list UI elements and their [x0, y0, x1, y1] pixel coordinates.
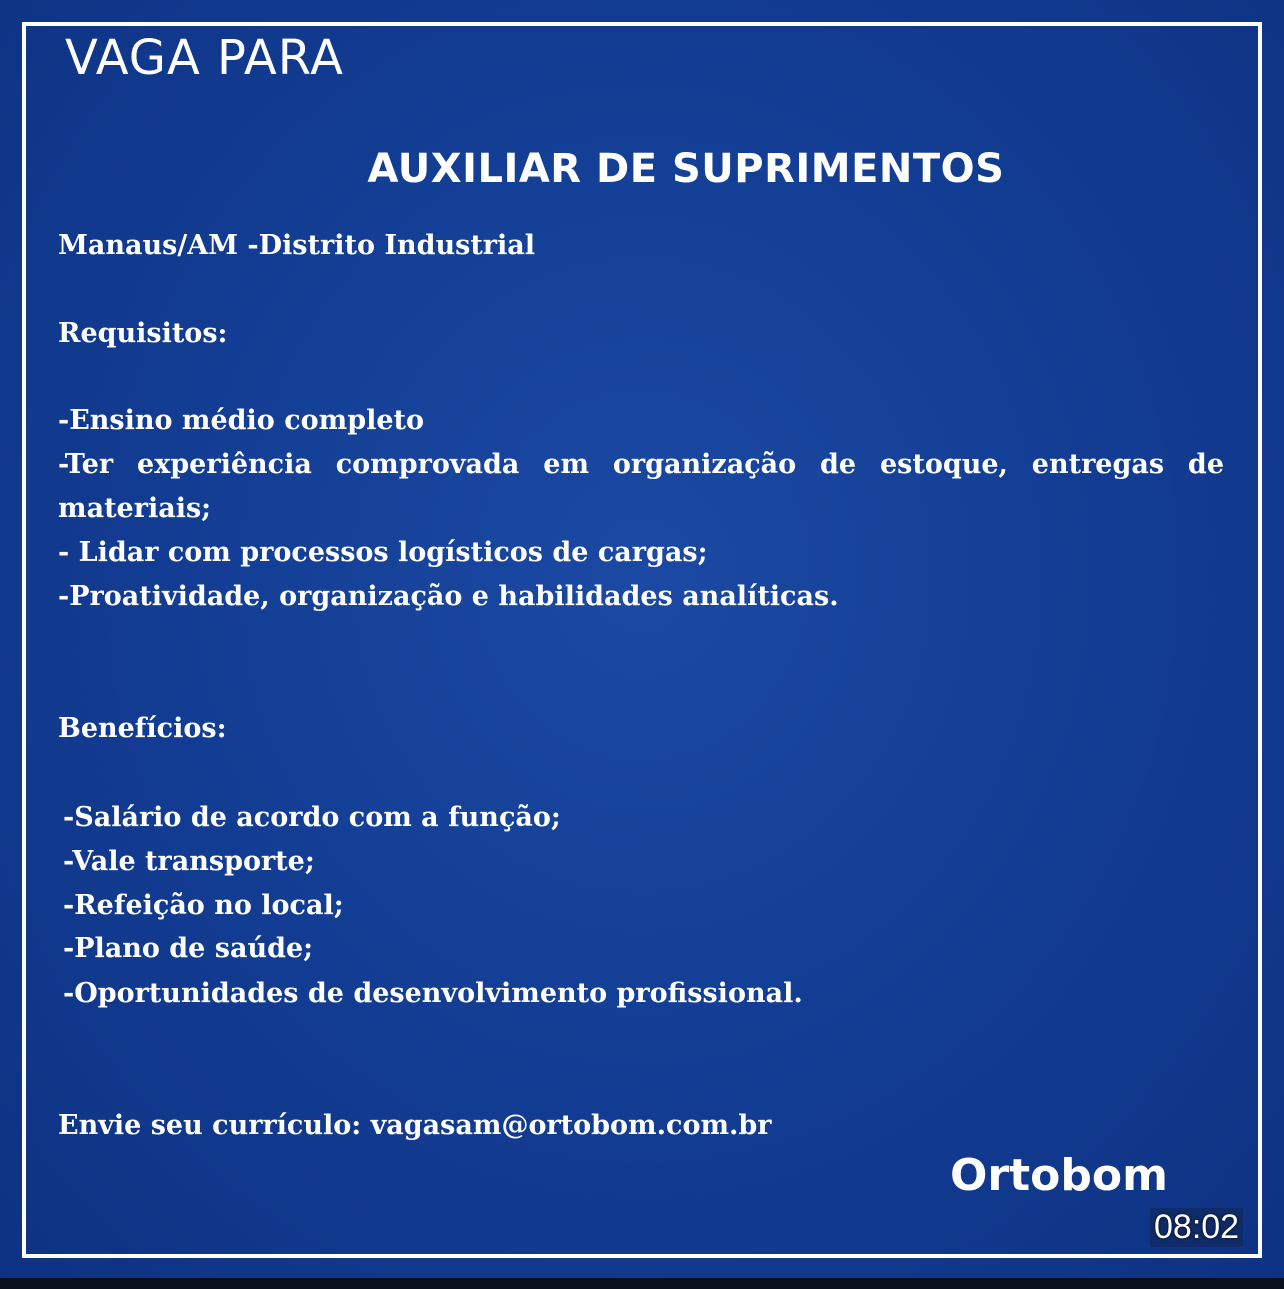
benefit-item: -Plano de saúde; — [63, 933, 314, 964]
requirement-item: -Proatividade, organização e habilidades analíticas. — [58, 581, 839, 612]
benefit-item: -Salário de acordo com a função; — [63, 802, 561, 833]
benefit-item: -Vale transporte; — [63, 846, 315, 877]
benefit-item: -Refeição no local; — [63, 890, 344, 921]
brand-logo: Ortobom — [950, 1150, 1168, 1201]
job-location: Manaus/AM -Distrito Industrial — [58, 230, 536, 261]
poster-header: VAGA PARA — [65, 30, 344, 86]
video-timestamp: 08:02 — [1150, 1208, 1243, 1247]
job-title: AUXILIAR DE SUPRIMENTOS — [367, 146, 1005, 192]
contact-email: Envie seu currículo: vagasam@ortobom.com.br — [58, 1110, 772, 1141]
bottom-bar — [0, 1278, 1284, 1289]
requirement-item: -Ter experiência comprovada em organização de estoque, entregas de materiais; — [58, 449, 1224, 524]
benefits-heading: Benefícios: — [58, 713, 227, 744]
poster-frame — [22, 22, 1262, 1258]
requirements-heading: Requisitos: — [58, 318, 228, 349]
benefit-item: -Oportunidades de desenvolvimento profissional. — [63, 978, 803, 1009]
requirement-item: -Ensino médio completo — [58, 405, 425, 436]
requirement-item: - Lidar com processos logísticos de cargas; — [58, 537, 708, 568]
